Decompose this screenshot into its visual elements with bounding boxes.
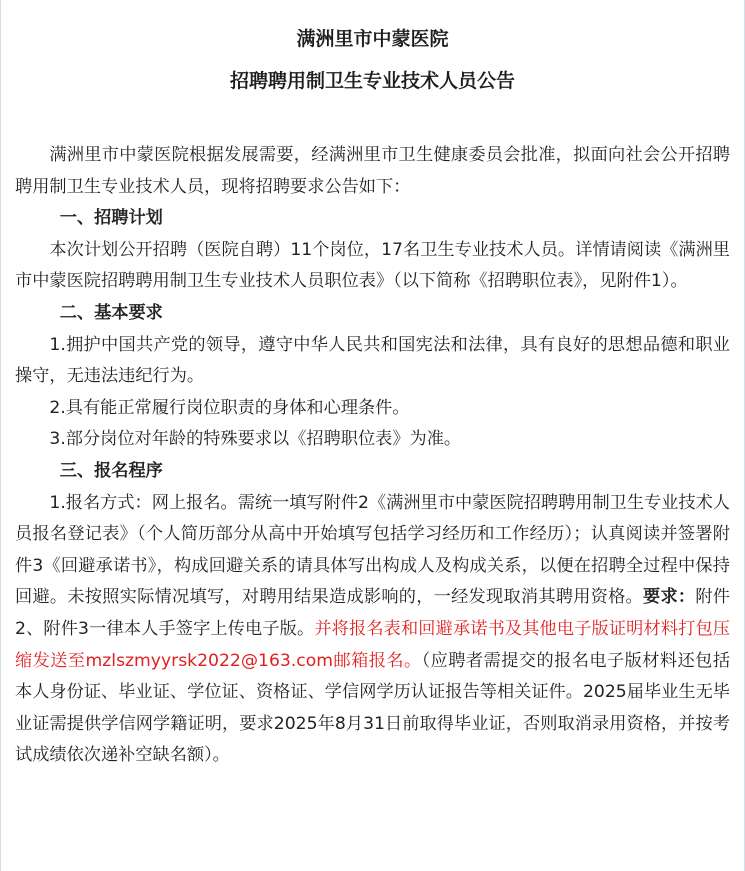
requirement-label: 要求： [643,587,696,608]
recruitment-plan-paragraph: 本次计划公开招聘（医院自聘）11个岗位，17名卫生专业技术人员。详情请阅读《满洲里市中蒙医院招聘聘用制卫生专业技术人员职位表》（以下简称《招聘职位表》，见附件1）。 [15,239,730,292]
requirement-item-2: 2.具有能正常履行岗位职责的身体和心理条件。 [49,397,410,418]
email-submission-instruction: 并将报名表和回避承诺书及其他电子版证明材料打包压缩发送至mzlszmyyrsk2022@163.com邮箱报名。 [15,618,730,671]
registration-paragraph [15,488,730,772]
requirement-item-3: 3.部分岗位对年龄的特殊要求以《招聘职位表》为准。 [49,429,462,450]
section-heading-registration-procedure: 三、报名程序 [59,460,163,481]
requirement-item-1: 1.拥护中国共产党的领导，遵守中华人民共和国宪法和法律，具有良好的思想品德和职业操守，无违法违纪行为。 [15,334,730,387]
announcement-title: 招聘聘用制卫生专业技术人员公告 [229,70,515,92]
signature-requirement-text: 附件2、附件3一律本人手签字上传电子版。 [15,587,730,639]
required-materials-note: （应聘者需提交的报名电子版材料还包括本人身份证、毕业证、学位证、资格证、学信网学历认证报告等相关证件。2025届毕业生无毕业证需提供学信网学籍证明，要求2025年8月31日前取得毕业证，否则取消录用资格，并按考试成绩依次递补空缺名额）。 [15,650,731,766]
intro-paragraph: 满洲里市中蒙医院根据发展需要，经满洲里市卫生健康委员会批准，拟面向社会公开招聘聘用制卫生专业技术人员，现将招聘要求公告如下： [15,145,730,197]
hospital-name-title: 满洲里市中蒙医院 [296,28,449,50]
announcement-body [15,140,730,772]
section-heading-basic-requirements: 二、基本要求 [59,302,163,323]
section-heading-recruitment-plan: 一、招聘计划 [59,208,163,229]
registration-method-text: 1.报名方式：网上报名。需统一填写附件2《满洲里市中蒙医院招聘聘用制卫生专业技术人员报名登记表》（个人简历部分从高中开始填写包括学习经历和工作经历）；认真阅读并签署附件3《回避承诺书》，构成回避关系的请具体写出构成人及构成关系，以便在招聘全过程中保持回避。未按照实际情况填写，对聘用结果造成影响的，一经发现取消其聘用资格。 [15,492,730,608]
